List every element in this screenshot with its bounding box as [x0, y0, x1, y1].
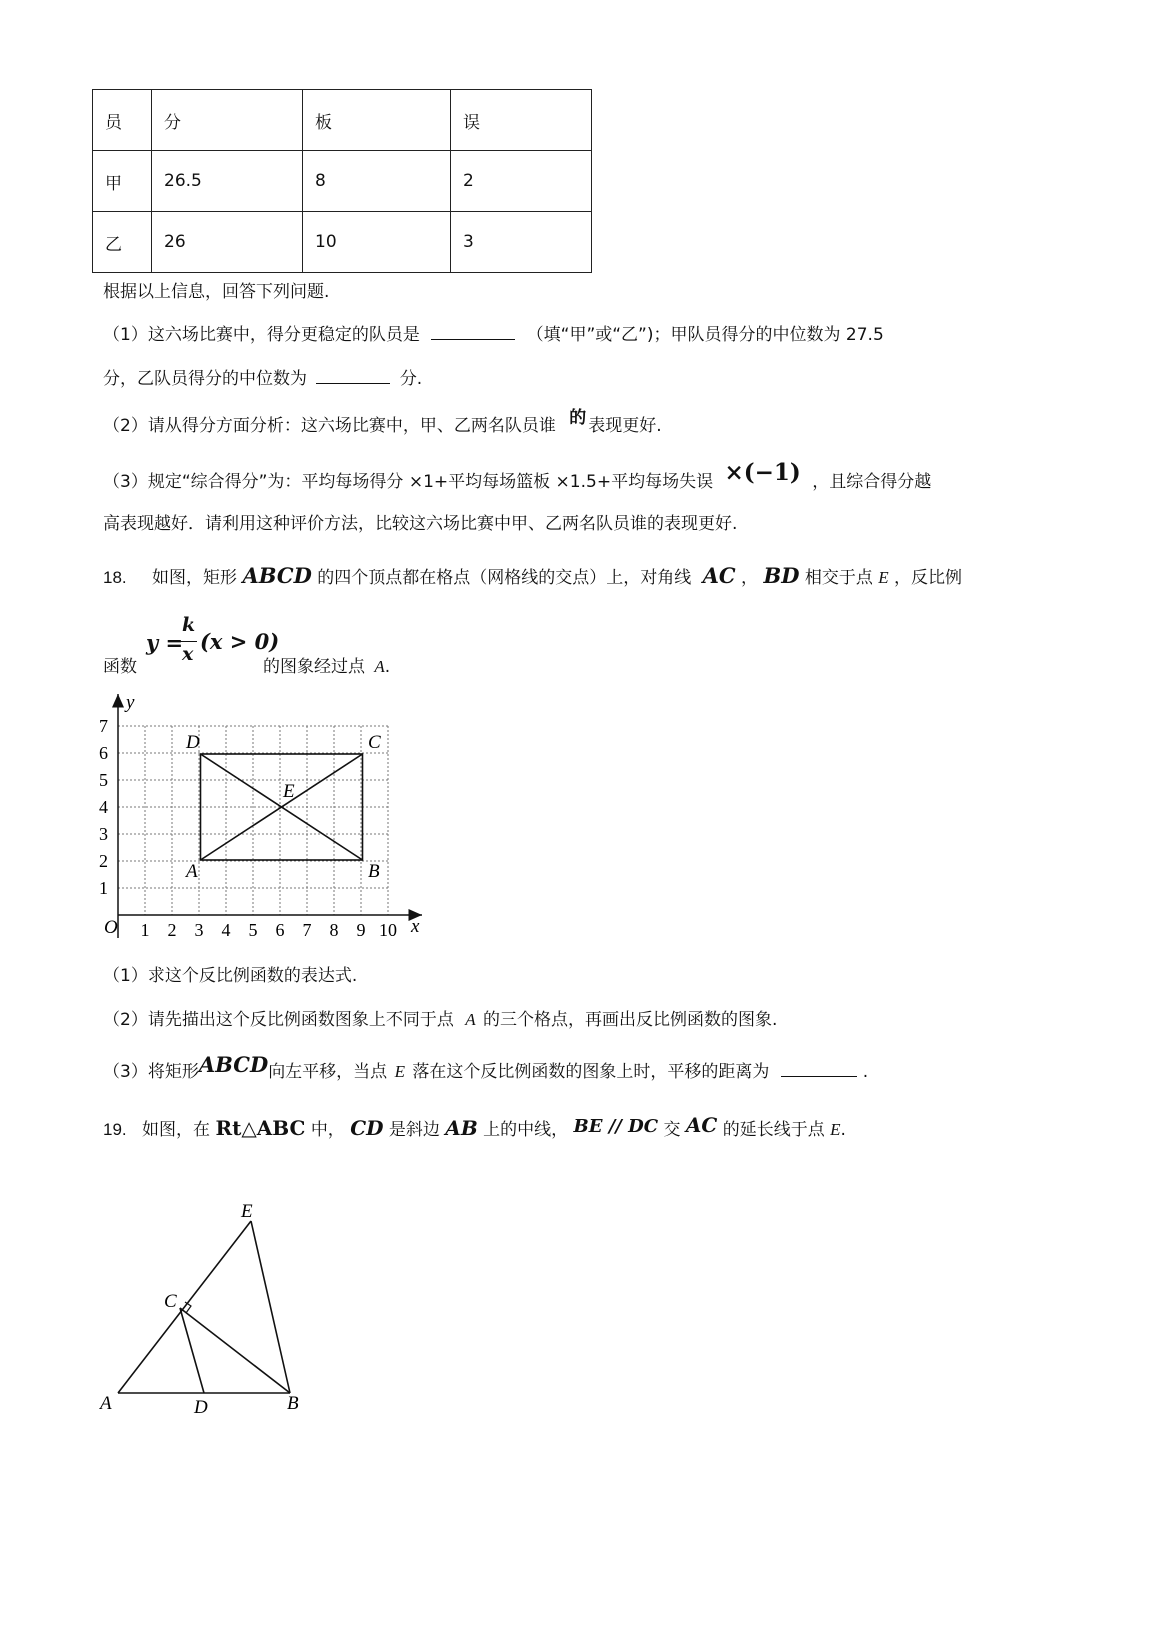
y-tick-label: 4	[99, 797, 108, 817]
right-angle-mark	[185, 1302, 191, 1313]
table-cell: 26.5	[152, 151, 303, 212]
q18-sub3-point-e: E	[394, 1062, 405, 1081]
y-tick-label: 1	[99, 878, 108, 898]
intro-text: 根据以上信息，回答下列问题.	[103, 282, 330, 302]
tri-label-a: A	[100, 1393, 112, 1414]
q17-2-text-c: 表现更好.	[588, 416, 662, 436]
x-tick-label: 10	[379, 920, 397, 940]
y-tick-label: 7	[99, 716, 108, 736]
q18-sub1: （1）求这个反比例函数的表达式.	[103, 966, 358, 986]
q18-dot: .	[384, 657, 391, 677]
q17-part1-line2	[103, 364, 422, 389]
q18-function-tail	[263, 652, 390, 677]
q19-text-d: 上的中线，	[483, 1120, 569, 1140]
q19-text-a: 如图，在	[142, 1120, 211, 1140]
q18-sub3	[103, 1052, 869, 1082]
q18-math-ac: AC	[702, 563, 736, 588]
formula-condition: (x > 0)	[200, 629, 280, 654]
q18-function-text: 函数	[103, 657, 137, 677]
q17-1-text-d: 分.	[399, 369, 423, 389]
q18-point-a: A	[374, 657, 385, 676]
fraction-bar	[179, 641, 197, 642]
table-row	[93, 151, 592, 212]
x-tick-label: 2	[167, 920, 177, 940]
q18-sub3-text-c: 落在这个反比例函数的图象上时，平移的距离为	[412, 1062, 770, 1082]
y-tick-label: 3	[99, 824, 108, 844]
formula-y: y =	[146, 630, 184, 655]
q19-point-e: E	[830, 1120, 841, 1139]
q19-math-be-dc: BE // DC	[573, 1116, 659, 1137]
table-cell: 8	[303, 151, 451, 212]
q17-2-text-b: 的	[569, 408, 587, 428]
q17-1-text-c: 分，乙队员得分的中位数为	[103, 369, 307, 389]
q17-3-text-b: ，且综合得分越	[812, 472, 932, 492]
x-tick-label: 7	[302, 920, 312, 940]
tri-label-e: E	[241, 1201, 253, 1222]
q18-sub2-text-b: 的三个格点，再画出反比例函数的图象.	[483, 1010, 778, 1030]
table-cell: 误	[451, 90, 592, 151]
q19-number: 19.	[103, 1120, 127, 1139]
q18-intro	[103, 563, 962, 588]
triangle-figure	[95, 1195, 325, 1420]
q18-sub2-point-a: A	[465, 1010, 476, 1029]
table-row	[93, 212, 592, 273]
table-cell: 员	[93, 90, 152, 151]
tri-label-b: B	[287, 1393, 299, 1414]
q19-text-f: 的延长线于点	[722, 1120, 825, 1140]
q17-3-math: ×(−1)	[724, 459, 801, 486]
q18-point-e: E	[878, 568, 889, 587]
segment-ae	[118, 1221, 251, 1393]
y-axis-label: y	[126, 692, 135, 713]
y-tick-label: 2	[99, 851, 108, 871]
table-cell: 10	[303, 212, 451, 273]
point-label-a: A	[186, 861, 198, 882]
grid-figure	[90, 688, 435, 948]
q17-2-text-a: （2）请从得分方面分析：这六场比赛中，甲、乙两名队员谁	[103, 416, 556, 436]
table-cell: 乙	[93, 212, 152, 273]
q17-part1-line1	[103, 320, 884, 345]
x-tick-label: 6	[275, 920, 285, 940]
q17-3-text-a: （3）规定“综合得分”为：平均每场得分 ×1+平均每场篮板 ×1.5+平均每场失误	[103, 472, 714, 492]
q19-intro	[103, 1115, 846, 1140]
table-header-row	[93, 90, 592, 151]
x-tick-label: 9	[356, 920, 366, 940]
y-tick-label: 6	[99, 743, 108, 763]
q18-sub3-text-a: （3）将矩形	[103, 1062, 199, 1082]
q19-math-ab: AB	[445, 1116, 478, 1140]
q18-function-formula	[146, 612, 280, 674]
q19-text-c: 是斜边	[388, 1120, 440, 1140]
segment-cd	[180, 1308, 204, 1393]
q17-1-text-a: （1）这六场比赛中，得分更稳定的队员是	[103, 325, 420, 345]
q18-sub3-text-b: 向左平移，当点	[268, 1062, 388, 1082]
point-label-e: E	[283, 781, 295, 802]
point-label-c: C	[368, 732, 381, 753]
table-cell: 26	[152, 212, 303, 273]
table-cell: 甲	[93, 151, 152, 212]
answer-blank[interactable]	[431, 323, 515, 340]
table-cell: 3	[451, 212, 592, 273]
q18-sub3-dot: .	[862, 1062, 869, 1082]
x-tick-label: 5	[248, 920, 258, 940]
q18-text-a: 如图，矩形	[152, 568, 238, 588]
q18-text-g: 的图象经过点	[263, 657, 365, 677]
q18-comma: ，	[741, 568, 759, 588]
q18-text-c: 相交于点	[804, 568, 873, 588]
q18-sub2	[103, 1005, 777, 1030]
y-tick-label: 5	[99, 770, 108, 790]
q18-sub2-text-a: （2）请先描出这个反比例函数图象上不同于点	[103, 1010, 454, 1030]
q17-part3-line2: 高表现越好．请利用这种评价方法，比较这六场比赛中甲、乙两名队员谁的表现更好.	[103, 514, 738, 534]
table-cell: 2	[451, 151, 592, 212]
q17-part2	[103, 408, 662, 436]
x-tick-label: 3	[194, 920, 204, 940]
stats-table	[92, 89, 592, 273]
point-label-b: B	[368, 861, 380, 882]
q18-sub3-math: ABCD	[198, 1052, 269, 1077]
table-cell: 板	[303, 90, 451, 151]
x-tick-label: 1	[140, 920, 150, 940]
q18-math-bd: BD	[763, 563, 800, 588]
answer-blank[interactable]	[316, 367, 390, 384]
q19-dot: .	[840, 1120, 846, 1140]
q17-part3-line1	[103, 459, 932, 493]
q19-math-cd: CD	[350, 1116, 384, 1140]
q18-number: 18.	[103, 568, 127, 587]
q19-text-b: 中，	[310, 1120, 345, 1140]
q19-math-rt-abc: Rt△ABC	[215, 1116, 306, 1140]
x-axis-label: x	[411, 916, 420, 937]
tri-label-c: C	[164, 1291, 177, 1312]
q18-text-d: ，反比例	[894, 568, 963, 588]
formula-k: k	[182, 614, 196, 636]
x-tick-label: 8	[329, 920, 339, 940]
q17-1-text-b: （填“甲”或“乙”)；甲队员得分的中位数为 27.5	[526, 325, 884, 345]
origin-label: O	[104, 917, 118, 938]
q19-math-ac: AC	[685, 1113, 718, 1137]
point-label-d: D	[186, 732, 200, 753]
tri-label-d: D	[194, 1397, 208, 1418]
q19-text-e: 交	[663, 1120, 681, 1140]
x-tick-label: 4	[221, 920, 231, 940]
table-cell: 分	[152, 90, 303, 151]
q18-text-b: 的四个顶点都在格点（网格线的交点）上，对角线	[317, 568, 692, 588]
formula-x: x	[182, 643, 194, 665]
q18-math-abcd: ABCD	[242, 563, 312, 588]
answer-blank[interactable]	[781, 1060, 857, 1077]
